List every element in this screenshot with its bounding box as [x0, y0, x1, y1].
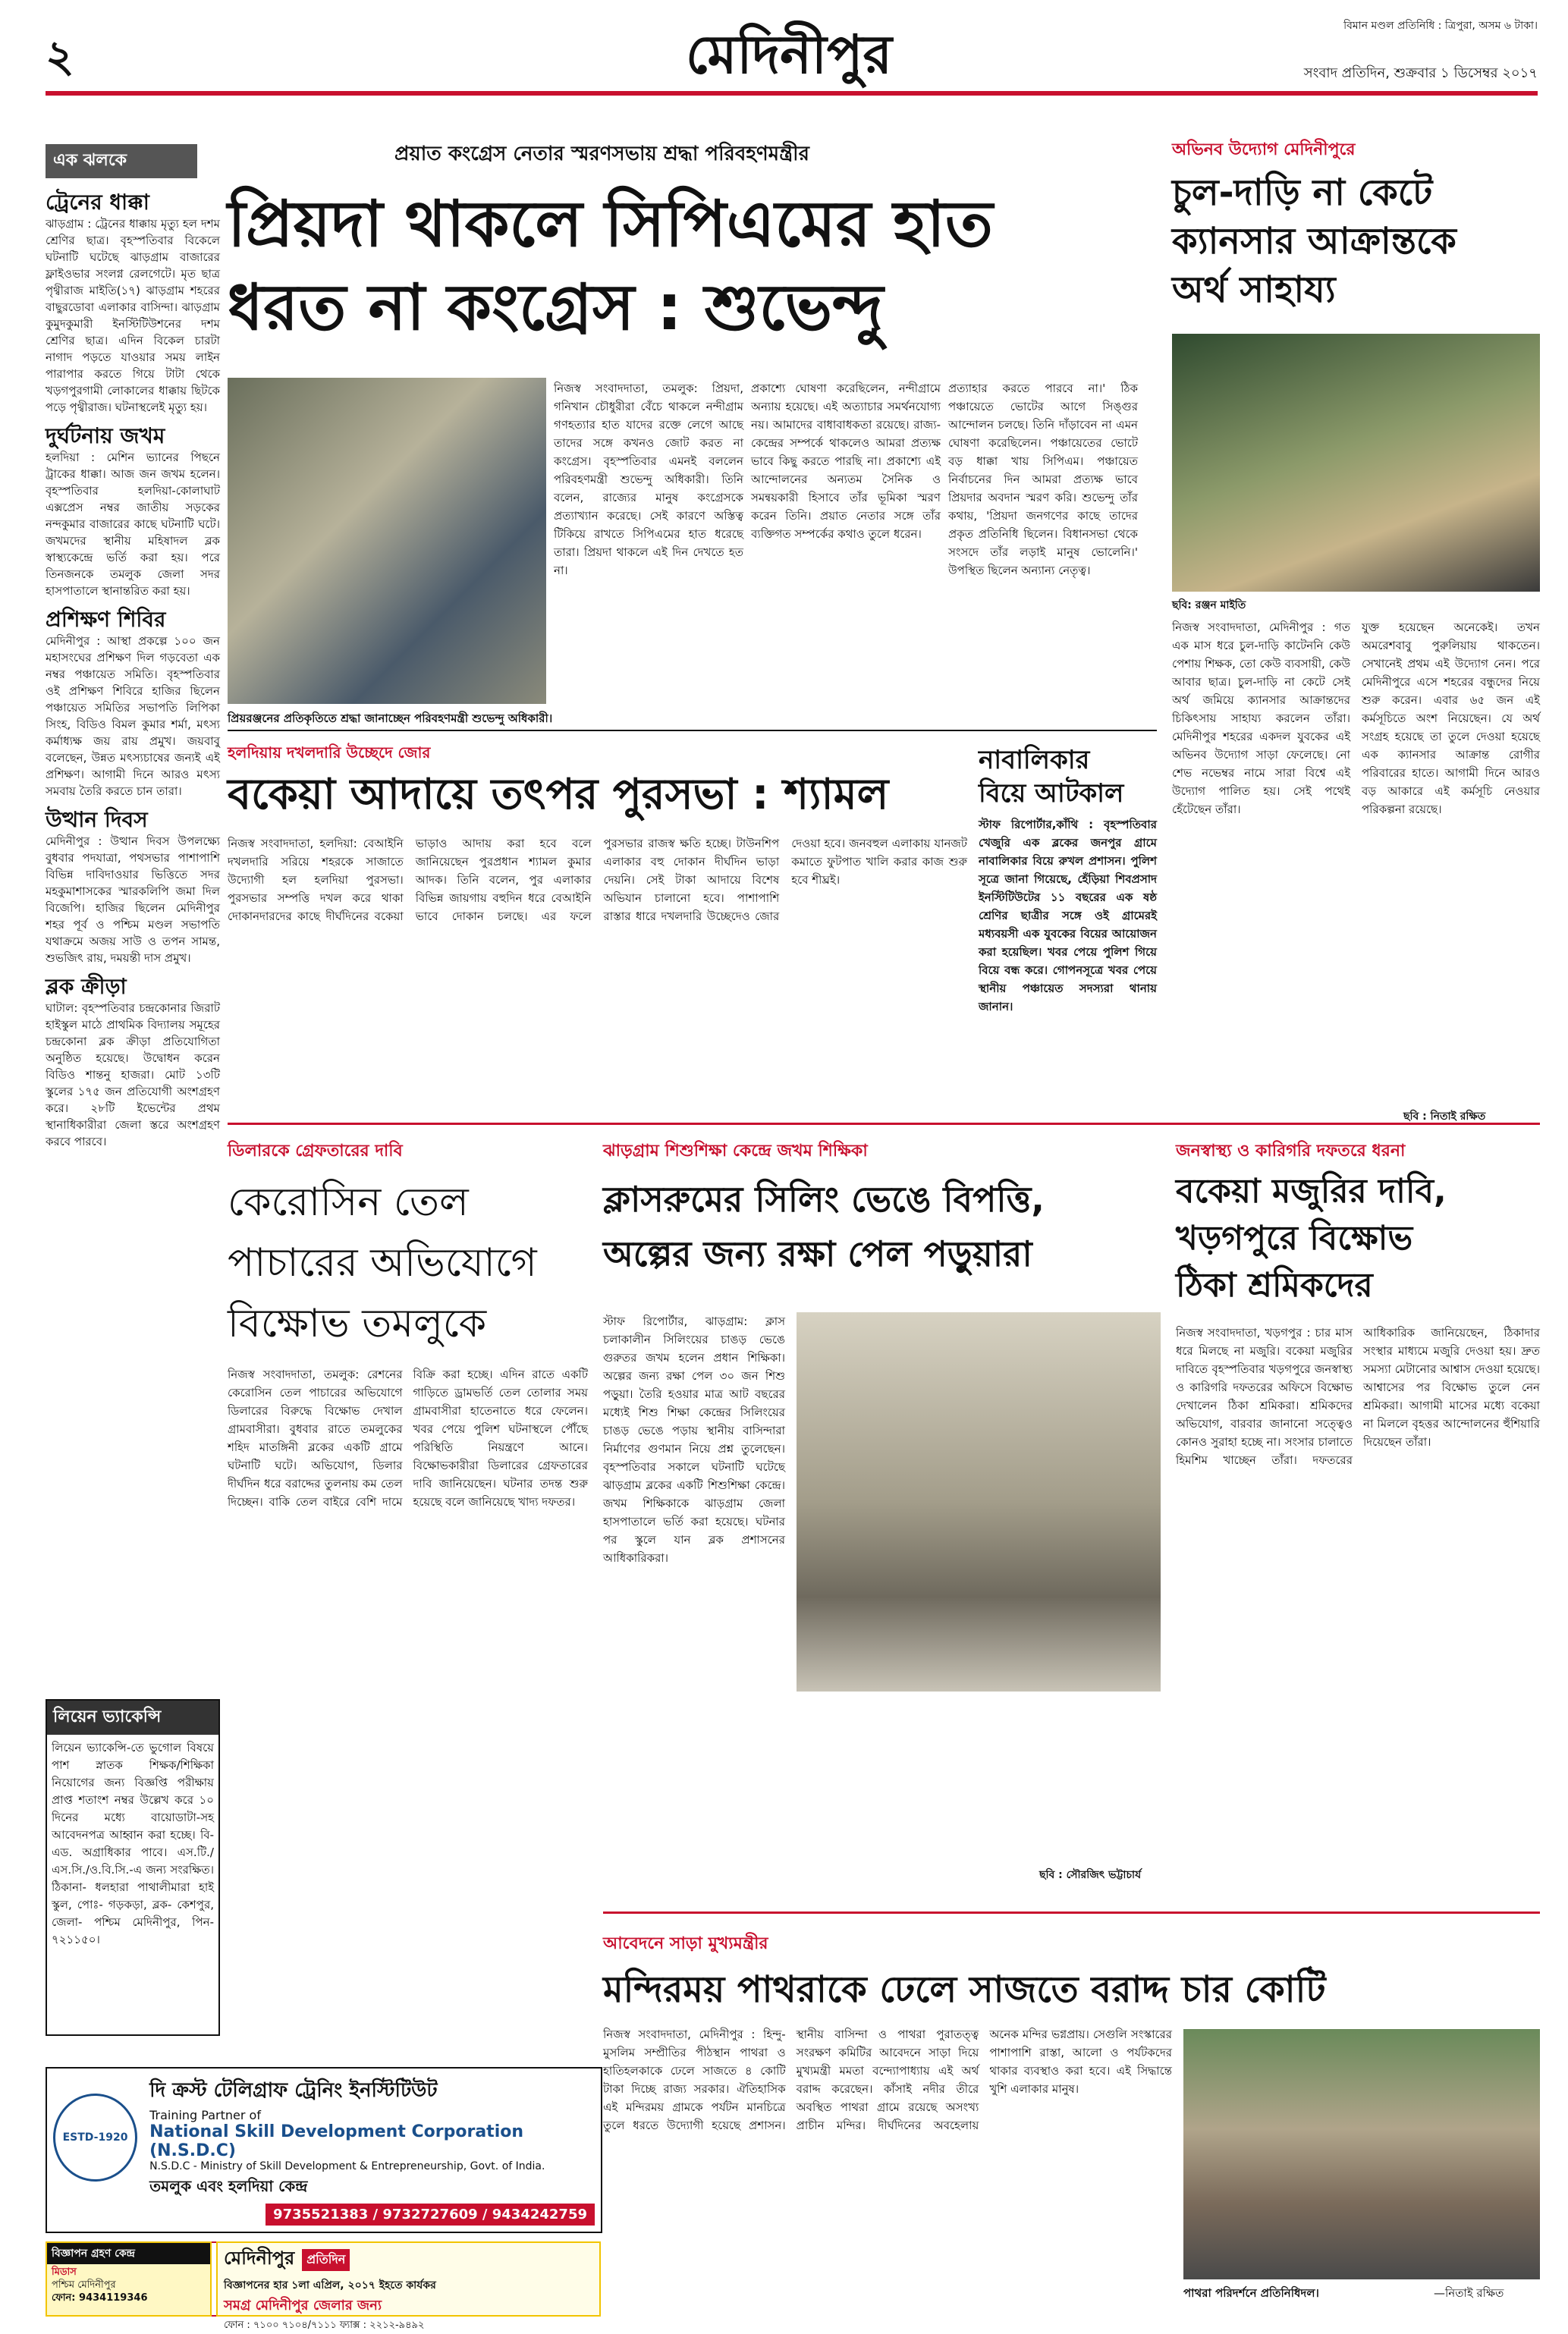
ad-brand: মেদিনীপুর — [224, 2248, 295, 2269]
divider — [228, 730, 1157, 731]
school-photo — [797, 1312, 1161, 1692]
temple-kicker: আবেদনে সাড়া মুখ্যমন্ত্রীর — [603, 1934, 768, 1953]
kerosene-headline: কেরোসিন তেল পাচারের অভিযোগে বিক্ষোভ তমলুকে — [228, 1180, 537, 1346]
kharagpur-headline: বকেয়া মজুরির দাবি, খড়গপুরে বিক্ষোভ ঠিকা শ্রমিকদের — [1176, 1172, 1447, 1305]
cancer-photo — [1172, 334, 1540, 592]
lead-col2: প্রকাশ্যে ঘোষণা করেছিলেন, নন্দীগ্রামে অন্যায় হয়েছে। এই অত্যাচার সমর্থনযোগ্য নয়। আমাদের বাধাবাধকতা রয়েছে। রাজ্য-কেন্দ্রের সম্পর্কে থাকলেও আমরা প্রত্যক্ষ ভাবে কিছু করতে পারছি না। প্রকাশ্যে এই আন্দোলনের অন্যতম সৈনিক ও সমন্বয়কারী হিসাবে তাঁর ভূমিকা স্মরণ করেন তিনি। প্রয়াত নেতার সঙ্গে তাঁর ব্যক্তিগত সম্পর্কের কথাও তুলে ধরেন। — [751, 382, 941, 541]
lead-caption: প্রিয়রঞ্জনের প্রতিকৃতিতে শ্রদ্ধা জানাচ্ছেন পরিবহণমন্ত্রী শুভেন্দু অধিকারী। — [228, 712, 553, 725]
sidebar-item: ব্লক ক্রীড়া ঘাটাল: বৃহস্পতিবার চন্দ্রকোনার জিরাট হাইস্কুল মাঠে প্রাথমিক বিদ্যালয় সমূহের চন্দ্রকোনা ব্লক ক্রীড়া প্রতিযোগিতা অনুষ্ঠিত হয়েছে। উদ্বোধন করেন বিডিও শান্তনু হাজরা। মোট ১৩টি স্কুলের ১৭৫ জন প্রতিযোগী অংশগ্রহণ করে। ২৮টি ইভেন্টের প্রথম স্থানাধিকারীরা জেলা স্তরে অংশগ্রহণ করবে পারবে। — [46, 974, 220, 1148]
sidebar-item: উত্থান দিবস মেদিনীপুর : উত্থান দিবস উপলক্ষ্যে বুধবার পদযাত্রা, পথসভার পাশাপাশি বিভিন্ন দাবিদাওয়ার ভিত্তিতে সদর মহকুমাশাসকের স্মারকলিপি জমা দিল বিজেপি। হাজির ছিলেন মেদিনীপুর শহর পূর্ব ও পশ্চিম মণ্ডল সভাপতি যথাক্রমে অজয় সাউ ও তপন সামন্ত, শুভজিৎ রায়, দময়ন্তী দাস প্রমুখ। — [46, 807, 220, 965]
cancer-headline: চুল-দাড়ি না কেটে ক্যানসার আক্রান্তকে অর্থ সাহায্য — [1172, 171, 1456, 311]
ad-box-title: বিজ্ঞাপন গ্রহণ কেন্দ্র — [47, 2243, 210, 2264]
header-rule — [46, 91, 1538, 96]
dateline: সংবাদ প্রতিদিন, শুক্রবার ১ ডিসেম্বর ২০১৭ — [1303, 65, 1538, 81]
kerosene-kicker: ডিলারকে গ্রেফতারের দাবি — [228, 1142, 403, 1161]
ad-agents — [46, 2241, 212, 2317]
cancer-credit: ছবি : নিতাই রক্ষিত — [1403, 1110, 1486, 1123]
ad-agent: মিডাস পশ্চিম মেদিনীপুর ফোন: 9434119346 — [52, 2266, 148, 2304]
haldia-headline: বকেয়া আদায়ে তৎপর পুরসভা : শ্যামল — [228, 770, 889, 819]
school-kicker: ঝাড়গ্রাম শিশুশিক্ষা কেন্দ্রে জখম শিক্ষিকা — [603, 1142, 868, 1161]
school-photo-caption: ছবি : সৌরজিৎ ভট্টাচার্য — [1039, 1869, 1142, 1881]
vacancy-title: লিয়েন ভ্যাকেন্সি — [47, 1701, 218, 1735]
masthead: মেদিনীপুর — [686, 23, 892, 86]
lead-col3: প্রত্যাহার করতে পারবে না।' ঠিক পঞ্চায়েতে ভোটের আগে সিঙ্গুর আন্দোলন চলছে। তিনি দাঁড়াবেন না এমন ঘোষণা করেছিলেন। পঞ্চায়েতের ভোটে বড় ধাক্কা খায় সিপিএম। পঞ্চায়েত নির্বাচনের দিন আমরা প্রত্যক্ষ ভাবে প্রিয়দার অবদান স্মরণ করি। শুভেন্দু তাঁর কথায়, 'প্রিয়দা জনগণের কাছে তাদের প্রকৃত প্রতিনিধি ছিলেন। বিধানসভা থেকে সংসদে তাঁর লড়াই মানুষ ভোলেনি।' উপস্থিত ছিলেন অন্যান্য নেতৃত্ব। — [948, 382, 1138, 577]
sidebar-label: এক ঝলকে — [46, 144, 197, 178]
lead-col1: নিজস্ব সংবাদদাতা, তমলুক: প্রিয়দা, গনিখান চৌধুরীরা বেঁচে থাকলে নন্দীগ্রাম গণহত্যার হাত যাদের রক্তে লেগে আছে তাদের সঙ্গে কখনও জোট করত না কংগ্রেস। বৃহস্পতিবার এমনই বললেন পরিবহণমন্ত্রী শুভেন্দু অধিকারী। তিনি বলেন, রাজ্যের মানুষ কংগ্রেসকে প্রত্যাখ্যান করেছে। সেই কারণে অস্তিত্ব টিকিয়ে রাখতে সিপিএমের হাত ধরেছে তারা। প্রিয়দা থাকলে এই দিন দেখতে হত না। — [554, 382, 743, 577]
cancer-kicker: অভিনব উদ্যোগ মেদিনীপুরে — [1172, 140, 1356, 159]
vacancy-text: লিয়েন ভ্যাকেন্সি-তে ভুগোল বিষয়ে পাশ স্নাতক শিক্ষক/শিক্ষিকা নিয়োগের জন্য বিজ্ঞপ্তি পরীক্ষায় প্রাপ্ত শতাংশ নম্বর উল্লেখ করে ১০ দিনের মধ্যে বায়োডাটা-সহ আবেদনপত্র আহ্বান করা হচ্ছে। বি-এড. অগ্রাধিকার পাবে। এস.টি./এস.সি./ও.বি.সি.-এ জন্য সংরক্ষিত। ঠিকানা- ধলহারা পাথালীমারা হাই স্কুল, পোঃ- গড়কড়া, ব্লক- কেশপুর, জেলা- পশ্চিম মেদিনীপুর, পিন- ৭২১১৫০। — [52, 1741, 214, 1946]
top-note: বিমান মণ্ডল প্রতিনিধি : ত্রিপুরা, অসম ৬ টাকা। — [1343, 20, 1538, 32]
ad-phone-line: ফোন : ৭১০০ ৭১০৪/৭১১১ ফ্যাক্স : ২২১২-৯৪৯২ — [224, 2320, 425, 2331]
sidebar-item: দুর্ঘটনায় জখম হলদিয়া : মেশিন ভ্যানের পিছনে ট্রাকের ধাক্কা। আজ জন জখম হলেন। বৃহস্পতিবার হলদিয়া-কোলাঘাট এক্সপ্রেস নম্বর জাতীয় সড়কের নন্দকুমার বাজারের কাছে ঘটনাটি ঘটে। জখমদের স্থানীয় মহিষাদল ব্লক স্বাস্থ্যকেন্দ্রে ভর্তি করা হয়। পরে তিনজনকে তমলুক জেলা সদর হাসপাতালে স্থানান্তরিত করা হয়। — [46, 423, 220, 598]
kerosene-text: নিজস্ব সংবাদদাতা, তমলুক: রেশনের কেরোসিন তেল পাচারের অভিযোগে ডিলারের বিরুদ্ধে বিক্ষোভ দেখাল গ্রামবাসীরা। বুধবার রাতে তমলুকের শহিদ মাতঙ্গিনী ব্লকের একটি গ্রামে ঘটনাটি ঘটে। অভিযোগ, ডিলার দীর্ঘদিন ধরে বরাদ্দের তুলনায় কম তেল দিচ্ছেন। বাকি তেল বাইরে বেশি দামে বিক্রি করা হচ্ছে। এদিন রাতে একটি গাড়িতে ড্রামভর্তি তেল তোলার সময় গ্রামবাসীরা হাতেনাতে ধরে ফেলেন। খবর পেয়ে পুলিশ ঘটনাস্থলে পৌঁছে পরিস্থিতি নিয়ন্ত্রণে আনে। বিক্ষোভকারীরা ডিলারের গ্রেফতারের দাবি জানিয়েছেন। ঘটনার তদন্ত শুরু হয়েছে বলে জানিয়েছে খাদ্য দফতর। — [228, 1368, 588, 1509]
lead-headline: প্রিয়দা থাকলে সিপিএমের হাত ধরত না কংগ্রেস : শুভেন্দু — [228, 187, 993, 344]
cancer-photo-credit: ছবি: রঞ্জন মাইতি — [1172, 599, 1246, 611]
haldia-kicker: হলদিয়ায় দখলদারি উচ্ছেদে জোর — [228, 743, 431, 762]
temple-caption: পাথরা পরিদর্শনে প্রতিনিধিদল। — [1183, 2286, 1319, 2300]
lead-kicker: প্রয়াত কংগ্রেস নেতার স্মরণসভায় শ্রদ্ধা পরিবহণমন্ত্রীর — [394, 143, 809, 165]
ad-district: সমগ্র মেদিনীপুর জেলার জন্য — [224, 2298, 382, 2314]
sidebar — [46, 182, 220, 1684]
vacancy-box — [46, 1699, 220, 2036]
ad-rate-line: বিজ্ঞাপনের হার ১লা এপ্রিল, ২০১৭ ইহতে কার্যকর — [224, 2279, 436, 2292]
temple-text: নিজস্ব সংবাদদাতা, মেদিনীপুর : হিন্দু-মুসলিম সম্প্রীতির পীঠস্থান পাথরা ও হাতিহলকাকে ঢেলে সাজতে ৪ কোটি টাকা দিচ্ছে রাজ্য সরকার। ঐতিহাসিক এই মন্দিরময় গ্রামকে পর্যটন মানচিত্রে তুলে ধরতে উদ্যোগী হয়েছে প্রশাসন। স্থানীয় বাসিন্দা ও পাথরা পুরাতত্ত্ব সংরক্ষণ কমিটির আবেদনে সাড়া দিয়ে মুখ্যমন্ত্রী মমতা বন্দ্যোপাধ্যায় এই অর্থ বরাদ্দ করেছেন। কাঁসাই নদীর তীরে অবস্থিত পাথরা গ্রামে রয়েছে অসংখ্য প্রাচীন মন্দির। দীর্ঘদিনের অবহেলায় অনেক মন্দির ভগ্নপ্রায়। সেগুলি সংস্কারের পাশাপাশি রাস্তা, আলো ও পর্যটকদের থাকার ব্যবস্থাও করা হবে। এই সিদ্ধান্তে খুশি এলাকার মানুষ। — [603, 2028, 1172, 2132]
haldia-text: নিজস্ব সংবাদদাতা, হলদিয়া: বেআইনি দখলদারি সরিয়ে শহরকে সাজাতে উদ্যোগী হল হলদিয়া পুরসভা। পুরসভার সম্পত্তি দখল করে থাকা দোকানদারদের কাছে দীর্ঘদিনের বকেয়া ভাড়াও আদায় করা হবে বলে জানিয়েছেন পুরপ্রধান শ্যামল কুমার আদক। তিনি বলেন, পুর এলাকার বিভিন্ন জায়গায় বহুদিন ধরে বেআইনি ভাবে দোকান চলছে। এর ফলে পুরসভার রাজস্ব ক্ষতি হচ্ছে। টাউনশিপ এলাকার বহু দোকান দীর্ঘদিন ভাড়া দেয়নি। সেই টাকা আদায়ে বিশেষ অভিযান চালানো হবে। পাশাপাশি রাস্তার ধারে দখলদারি উচ্ছেদেও জোর দেওয়া হবে। জনবহুল এলাকায় যানজট কমাতে ফুটপাত খালি করার কাজ শুরু হবে শীঘ্রই। — [228, 837, 967, 923]
school-text-col: স্টাফ রিপোর্টার, ঝাড়গ্রাম: ক্লাস চলাকালীন সিলিংয়ের চাঙড় ভেঙে গুরুতর জখম হলেন প্রধান শিক্ষিকা। অল্পের জন্য রক্ষা পেল ৩০ জন শিশু পড়ুয়া। তৈরি হওয়ার মাত্র আট বছরের মধ্যেই শিশু শিক্ষা কেন্দ্রের সিলিংয়ের চাঙড় ভেঙে পড়ায় স্থানীয় বাসিন্দারা নির্মাণের গুণমান নিয়ে প্রশ্ন তুলেছেন। বৃহস্পতিবার সকালে ঘটনাটি ঘটেছে ঝাড়গ্রাম ব্লকের একটি শিশুশিক্ষা কেন্দ্রে। জখম শিক্ষিকাকে ঝাড়গ্রাম জেলা হাসপাতালে ভর্তি করা হয়েছে। ঘটনার পর স্কুলে যান ব্লক প্রশাসনের আধিকারিকরা। — [603, 1315, 785, 1565]
page-number: ২ — [46, 30, 74, 82]
kharagpur-kicker: জনস্বাস্থ্য ও কারিগরি দফতরে ধরনা — [1176, 1142, 1406, 1161]
sidebar-item: প্রশিক্ষণ শিবির মেদিনীপুর : আস্থা প্রকল্পে ১০০ জন মহাসংঘের প্রশিক্ষণ দিল গড়বেতা এক নম্বর পঞ্চায়েত সমিতি। বৃহস্পতিবার ওই প্রশিক্ষণ শিবিরে হাজির ছিলেন পঞ্চায়েত সমিতির সভাপতি লিপিকা সিংহ, বিডিও বিমল কুমার শর্মা, মৎস্য কর্মাধ্যক্ষ জয় রায় প্রমুখ। জয়বাবু বলেছেন, উন্নত মৎস্যচাষের জন্যই এই প্রশিক্ষণ। আগামী দিনে আরও মৎস্য সমবায় তৈরি করতে চান তারা। — [46, 607, 220, 798]
temple-headline: মন্দিরময় পাথরাকে ঢেলে সাজতে বরাদ্দ চার কোটি — [603, 1968, 1326, 2011]
nsdc-title: দি ক্রস্ট টেলিগ্রাফ ট্রেনিং ইনস্টিটিউট — [149, 2079, 438, 2102]
divider — [603, 1911, 1540, 1914]
temple-photo — [1183, 2029, 1540, 2279]
cancer-col1: নিজস্ব সংবাদদাতা, মেদিনীপুর : গত এক মাস ধরে চুল-দাড়ি কাটেননি কেউ পেশায় শিক্ষক, তো কেউ ব্যবসায়ী, কেউ আবার ছাত্র। চুল-দাড়ি না কেটে সেই অর্থ জমিয়ে ক্যানসার আক্রান্তদের চিকিৎসায় সাহায্য করলেন তাঁরা। মেদিনীপুর শহরের একদল যুবকের এই অভিনব উদ্যোগ সাড়া ফেলেছে। নো শেভ নভেম্বর নামে সারা বিশ্বে এই উদ্যোগ পালিত হয়। সেই পথেই হেঁটেছেন তাঁরা। — [1172, 620, 1350, 816]
school-headline: ক্লাসরুমের সিলিং ভেঙে বিপত্তি, অল্পের জন্য রক্ষা পেল পড়ুয়ারা — [603, 1179, 1045, 1274]
nsdc-phones: 9735521383 / 9732727609 / 9434242759 — [266, 2204, 595, 2226]
divider — [228, 1123, 1540, 1125]
minor-headline: নাবালিকার বিয়ে আটকাল — [979, 745, 1124, 809]
kharagpur-text: নিজস্ব সংবাদদাতা, খড়গপুর : চার মাস ধরে মিলছে না মজুরি। বকেয়া মজুরির দাবিতে বৃহস্পতিবার খড়গপুরে জনস্বাস্থ্য ও কারিগরি দফতরের অফিসে বিক্ষোভ দেখালেন ঠিকা শ্রমিকরা। শ্রমিকদের অভিযোগ, বারবার জানানো সত্ত্বেও কোনও সুরাহা হচ্ছে না। সংসার চালাতে হিমশিম খাচ্ছেন তাঁরা। দফতরের আধিকারিক জানিয়েছেন, ঠিকাদার সংস্থার মাধ্যমে মজুরি দেওয়া হয়। দ্রুত সমস্যা মেটানোর আশ্বাস দেওয়া হয়েছে। আশ্বাসের পর বিক্ষোভ তুলে নেন শ্রমিকরা। আগামী মাসের মধ্যে বকেয়া না মিললে বৃহত্তর আন্দোলনের হুঁশিয়ারি দিয়েছেন তাঁরা। — [1176, 1326, 1540, 1467]
temple-credit: —নিতাই রক্ষিত — [1434, 2286, 1504, 2300]
nsdc-logo: ESTD-1920 — [53, 2094, 137, 2182]
nsdc-ad: ESTD-1920 দি ক্রস্ট টেলিগ্রাফ ট্রেনিং ইনস্টিটিউট Training Partner of National Skill Development Corporation (N.S.D.C) N.S.D.C - Ministry of Skill Development & Entrepreneurship, Govt. of India. তমলুক এবং হলদিয়া কেন্দ্র 9735521383 / 9732727609 / 9434242759 — [46, 2067, 602, 2233]
lead-photo — [228, 378, 546, 704]
ad-rates — [216, 2241, 601, 2331]
cancer-col2: যুক্ত হয়েছেন অনেকেই। তখন অমরেশবাবু পুরুলিয়ায় থাকতেন। সেখানেই প্রথম এই উদ্যোগ নেন। পরে মেদিনীপুরে এসে শহরের বন্ধুদের নিয়ে শুরু করেন। এবার ৬৫ জন এই কর্মসূচিতে অংশ নিয়েছেন। যে অর্থ সংগ্রহ হয়েছে তা তুলে দেওয়া হয়েছে এক ক্যানসার আক্রান্ত রোগীর পরিবারের হাতে। আগামী দিনে আরও বড় আকারে এই কর্মসূচি নেওয়ার পরিকল্পনা রয়েছে। — [1362, 620, 1540, 816]
sidebar-item: ট্রেনের ধাক্কা ঝাড়গ্রাম : ট্রেনের ধাক্কায় মৃত্যু হল দশম শ্রেণির ছাত্র। বৃহস্পতিবার বিকেলে ঘটনাটি ঘটেছে ঝাড়গ্রাম বাজারের ফ্লাইওভার সংলগ্ন রেলগেটে। মৃত ছাত্র পৃথ্বীরাজ মাইতি(১৭) ঝাড়গ্রাম শহরের বাছুরডোবা এলাকার বাসিন্দা। ঝাড়গ্রাম কুমুদকুমারী ইনস্টিটিউশনের দশম শ্রেণির ছাত্র। এদিন বিকেল চারটা নাগাদ পড়তে যাওয়ার সময় লাইন পারাপার করতে গিয়ে টাটা থেকে খড়গপুরগামী লোকালের ধাক্কায় ছিটকে পড়ে পৃথ্বীরাজ। ঘটনাস্থলেই মৃত্যু হয়। — [46, 190, 220, 414]
minor-text: স্টাফ রিপোর্টার,কাঁথি : বৃহস্পতিবার খেজুরি এক ব্লকের জনপুর গ্রামে নাবালিকার বিয়ে রুখল প্রশাসন। পুলিশ সূত্রে জানা গিয়েছে, হেঁড়িয়া শিবপ্রসাদ ইনস্টিটিউটের ১১ বছরের এক ষষ্ঠ শ্রেণির ছাত্রীর সঙ্গে ওই গ্রামেরই মধ্যবয়সী এক যুবকের বিয়ের আয়োজন করা হয়েছিল। খবর পেয়ে পুলিশ গিয়ে বিয়ে বন্ধ করে। গোপনসূত্রে খবর পেয়ে স্থানীয় পঞ্চায়েত সদস্যরা থানায় জানান। — [979, 818, 1157, 1013]
ad-brand2: প্রতিদিন — [302, 2249, 350, 2271]
